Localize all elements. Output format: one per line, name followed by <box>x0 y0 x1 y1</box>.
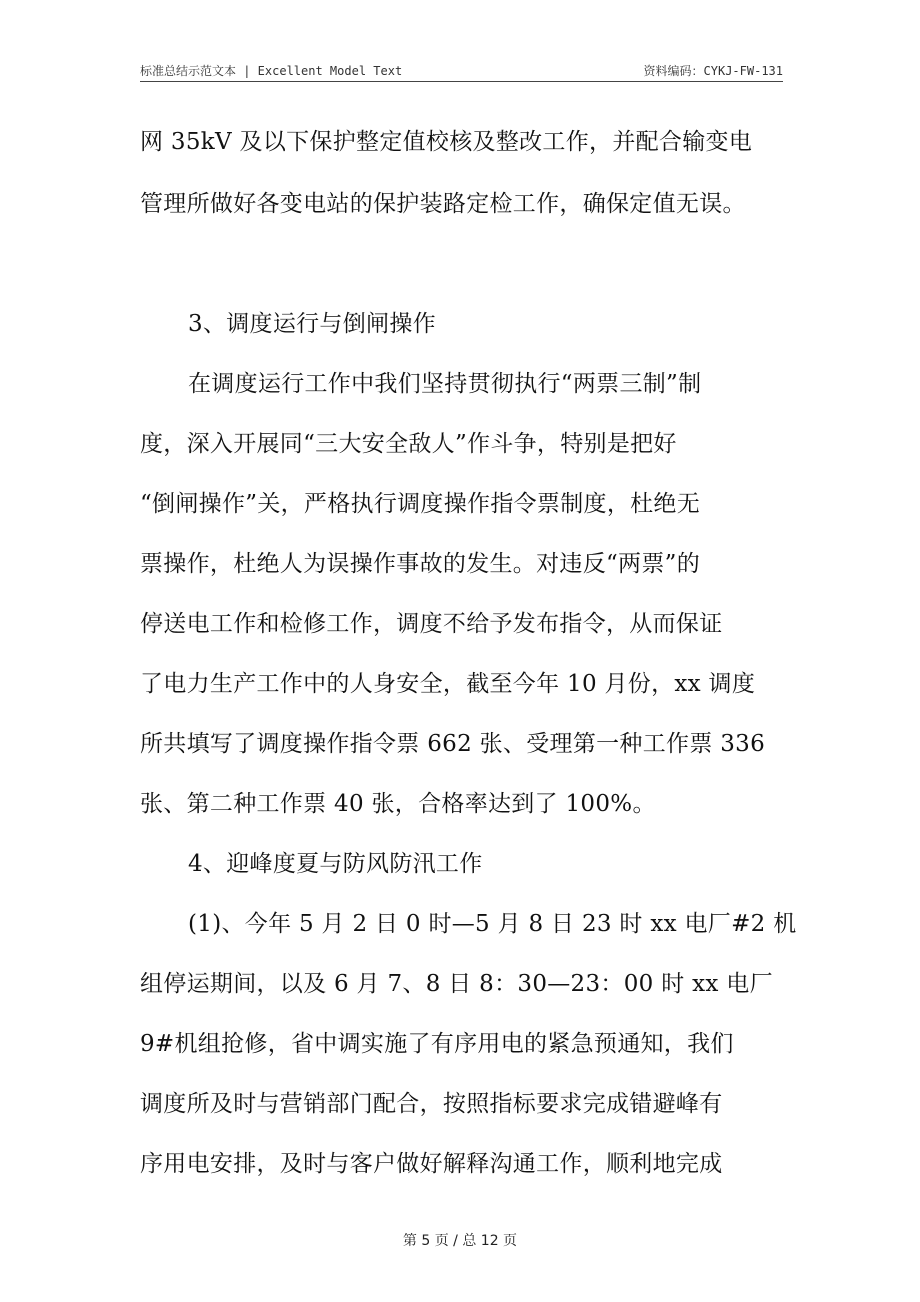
section-heading: 4、迎峰度夏与防风防汛工作 <box>188 851 483 877</box>
body-line: 度，深入开展同“三大安全敌人”作斗争，特别是把好 <box>140 431 677 457</box>
body-line: 了电力生产工作中的人身安全，截至今年 10 月份，xx 调度 <box>140 671 756 697</box>
body-line: 管理所做好各变电站的保护装路定检工作，确保定值无误。 <box>140 191 746 217</box>
body-line: 网 35kV 及以下保护整定值校核及整改工作，并配合输变电 <box>140 129 753 155</box>
body-line: 张、第二种工作票 40 张，合格率达到了 100%。 <box>140 791 656 817</box>
body-line: (1)、今年 5 月 2 日 0 时—5 月 8 日 23 时 xx 电厂#2 机 <box>188 911 797 937</box>
page-header <box>140 60 783 82</box>
body-line: 在调度运行工作中我们坚持贯彻执行“两票三制”制 <box>188 371 702 397</box>
body-line: 序用电安排，及时与客户做好解释沟通工作，顺利地完成 <box>140 1151 723 1177</box>
body-line: 所共填写了调度操作指令票 662 张、受理第一种工作票 336 <box>140 731 766 757</box>
page-number: 第 5 页 / 总 12 页 <box>402 1233 518 1249</box>
body-line: “倒闸操作”关，严格执行调度操作指令票制度，杜绝无 <box>140 491 701 517</box>
body-line: 票操作，杜绝人为误操作事故的发生。对违反“两票”的 <box>140 551 701 577</box>
body-line: 组停运期间，以及 6 月 7、8 日 8：30—23：00 时 xx 电厂 <box>140 971 773 997</box>
header-title: 标准总结示范文本 | Excellent Model Text <box>140 64 403 78</box>
document-code: 资料编码：CYKJ-FW-131 <box>643 64 783 78</box>
section-heading: 3、调度运行与倒闸操作 <box>188 311 436 337</box>
body-line: 停送电工作和检修工作，调度不给予发布指令，从而保证 <box>140 611 723 637</box>
body-line: 9#机组抢修，省中调实施了有序用电的紧急预通知，我们 <box>140 1031 734 1057</box>
header-divider <box>140 81 783 82</box>
body-line: 调度所及时与营销部门配合，按照指标要求完成错避峰有 <box>140 1091 723 1117</box>
